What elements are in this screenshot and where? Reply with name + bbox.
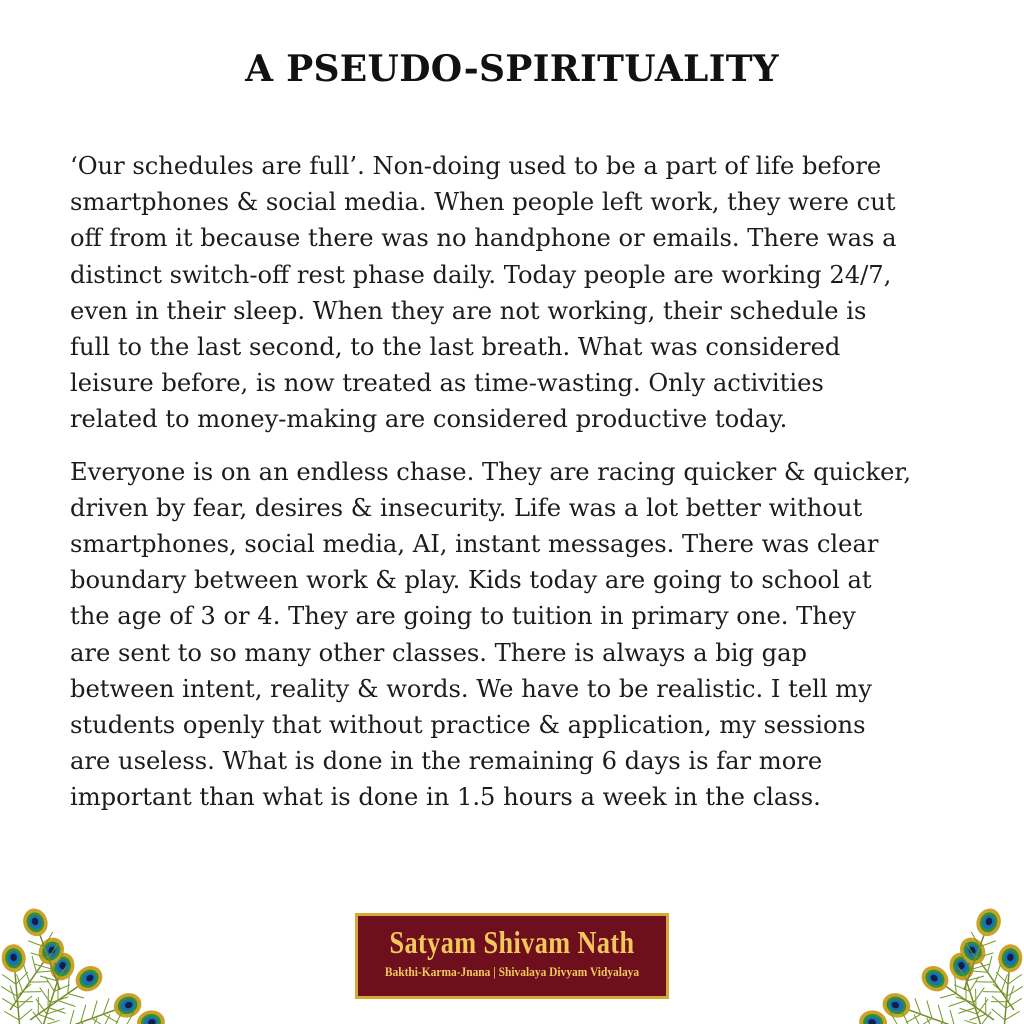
paragraph-1: ‘Our schedules are full’. Non-doing used to be a part of life before smartphones & social media. When people left work, they were cut off from it because there was no handphone or emails. There was a distinct switch-off rest phase daily. Today people are working 24/7, even in their sleep. When they are not working, their schedule is full to the last second, to the last breath. What was considered leisure before, is now treated as time-wasting. Only activities related to money-making are considered productive today. (70, 152, 897, 434)
logo-tagline: Bakthi-Karma-Jnana | Shivalaya Divyam Vidyalaya (384, 964, 640, 979)
brand-logo (355, 913, 669, 999)
peacock-feathers-right-icon (824, 860, 1024, 1024)
page-title: A PSEUDO-SPIRITUALITY (245, 48, 779, 90)
article-body (70, 148, 975, 832)
paragraph-2: Everyone is on an endless chase. They are racing quicker & quicker, driven by fear, desires & insecurity. Life was a lot better without smartphones, social media, AI, instant messages. There was clear boundary between work & play. Kids today are going to school at the age of 3 or 4. They are going to tuition in primary one. They are sent to so many other classes. There is always a big gap between intent, reality & words. We have to be realistic. I tell my students openly that without practice & application, my sessions are useless. What is done in the remaining 6 days is far more important than what is done in 1.5 hours a week in the class. (70, 457, 912, 812)
peacock-feathers-left-icon (0, 860, 200, 1024)
logo-name: Satyam Shivam Nath (389, 924, 635, 960)
